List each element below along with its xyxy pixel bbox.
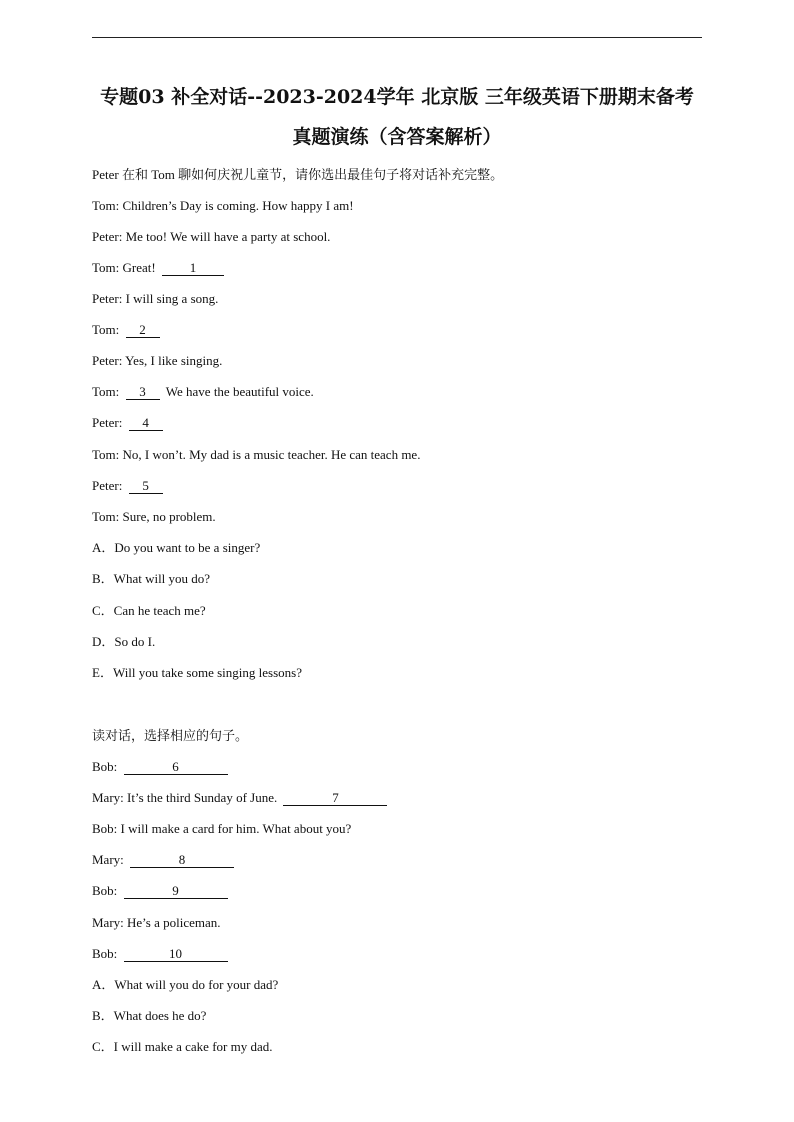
answer-blank: 2 bbox=[126, 323, 160, 338]
answer-blank: 10 bbox=[124, 947, 228, 962]
dialogue-line: Peter: Yes, I like singing. bbox=[92, 353, 223, 368]
page-title: 专题03 补全对话--2023-2024学年 北京版 三年级英语下册期末备考 bbox=[100, 86, 694, 108]
dialogue-line: Mary: He’s a policeman. bbox=[92, 915, 221, 930]
option-b: B．What does he do? bbox=[92, 1008, 207, 1023]
option-a: A．Do you want to be a singer? bbox=[92, 540, 261, 555]
answer-blank: 1 bbox=[162, 261, 224, 276]
dialogue-line: Tom: Children’s Day is coming. How happy I am! bbox=[92, 198, 354, 213]
dialogue-line: Tom: Great! 1 bbox=[92, 261, 224, 276]
answer-blank: 9 bbox=[124, 884, 228, 899]
dialogue-line: Peter: I will sing a song. bbox=[92, 291, 219, 306]
page-title-line2: 真题演练（含答案解析） bbox=[292, 126, 502, 148]
dialogue-line: Tom: No, I won’t. My dad is a music teacher. He can teach me. bbox=[92, 447, 421, 462]
dialogue-line: Peter: 4 bbox=[92, 416, 163, 431]
dialogue-line: Mary: 8 bbox=[92, 853, 234, 868]
header-rule bbox=[92, 37, 702, 38]
dialogue-line: Peter: 5 bbox=[92, 479, 163, 494]
dialogue-line: Bob: I will make a card for him. What about you? bbox=[92, 821, 352, 836]
answer-blank: 8 bbox=[130, 853, 234, 868]
option-d: D．So do I. bbox=[92, 634, 156, 649]
answer-blank: 4 bbox=[129, 416, 163, 431]
option-c: C．Can he teach me? bbox=[92, 603, 206, 618]
dialogue-line: Bob: 6 bbox=[92, 760, 228, 775]
dialogue-line: Bob: 9 bbox=[92, 884, 228, 899]
answer-blank: 5 bbox=[129, 479, 163, 494]
option-a: A．What will you do for your dad? bbox=[92, 977, 279, 992]
answer-blank: 6 bbox=[124, 760, 228, 775]
dialogue-line: Mary: It’s the third Sunday of June. 7 bbox=[92, 791, 387, 806]
dialogue-line: Tom: 2 bbox=[92, 323, 160, 338]
dialogue-line: Peter: Me too! We will have a party at school. bbox=[92, 229, 331, 244]
section2-instruction: 读对话，选择相应的句子。 bbox=[92, 728, 249, 743]
dialogue-line: Tom: 3 We have the beautiful voice. bbox=[92, 384, 314, 399]
dialogue-line: Tom: Sure, no problem. bbox=[92, 509, 216, 524]
option-e: E．Will you take some singing lessons? bbox=[92, 665, 302, 680]
option-c: C．I will make a cake for my dad. bbox=[92, 1039, 273, 1054]
dialogue-line: Bob: 10 bbox=[92, 947, 228, 962]
answer-blank: 7 bbox=[283, 791, 387, 806]
section1-instruction: Peter 在和 Tom 聊如何庆祝儿童节，请你选出最佳句子将对话补充完整。 bbox=[92, 167, 504, 182]
answer-blank: 3 bbox=[126, 385, 160, 400]
option-b: B．What will you do? bbox=[92, 571, 211, 586]
